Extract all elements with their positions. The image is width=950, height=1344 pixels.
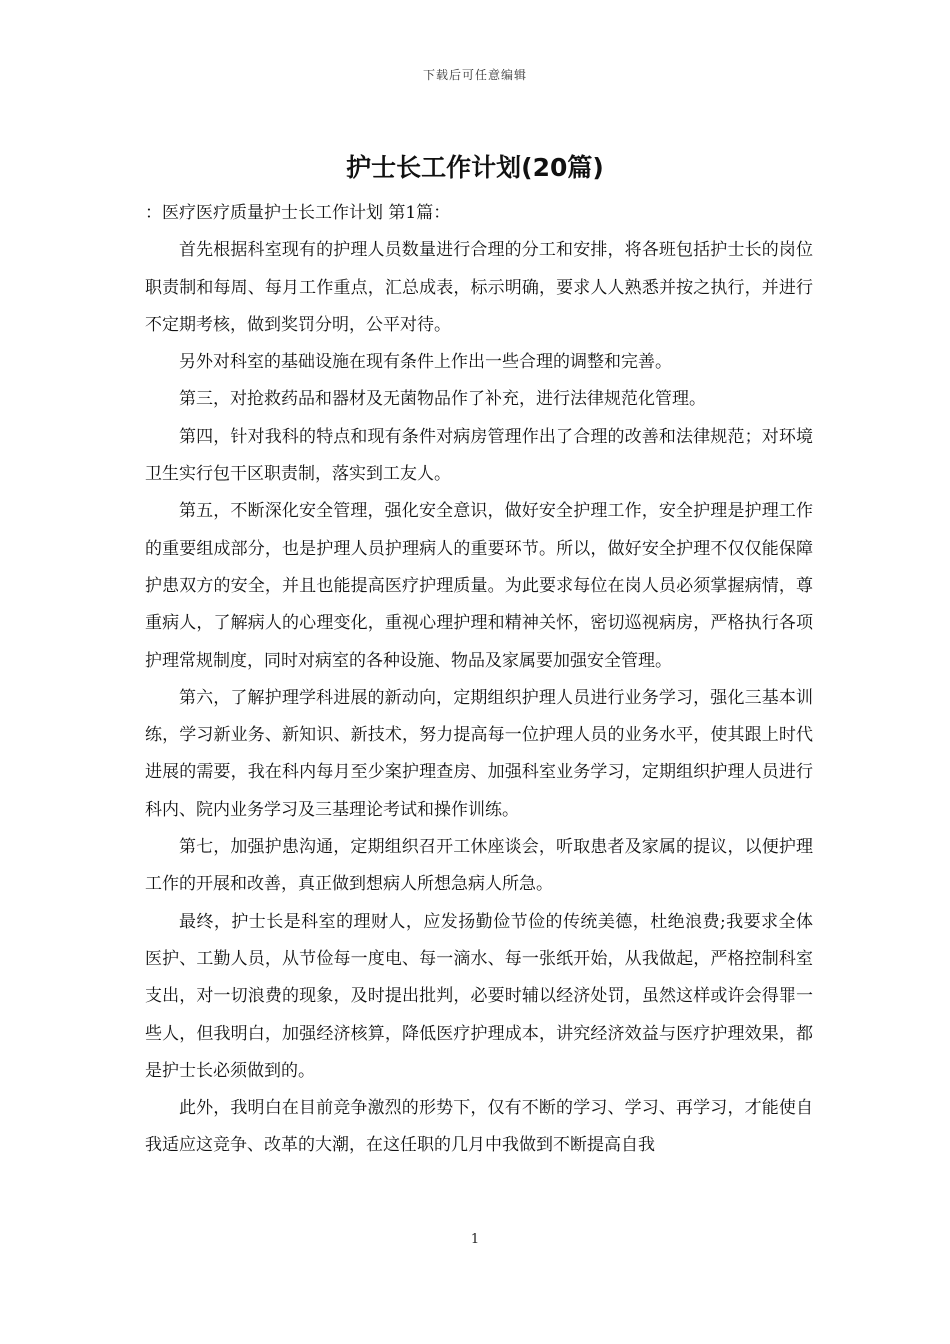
page-number: 1 <box>470 1232 480 1247</box>
document-title: 护士长工作计划(20篇) <box>346 153 604 182</box>
paragraph: 首先根据科室现有的护理人员数量进行合理的分工和安排，将各班包括护士长的岗位职责制和每周、每月工作重点，汇总成表，标示明确，要求人人熟悉并按之执行，并进行不定期考核，做到奖罚分明，公平对待。 <box>145 240 813 335</box>
paragraph: 最终，护士长是科室的理财人，应发扬勤俭节俭的传统美德，杜绝浪费;我要求全体医护、工勤人员，从节俭每一度电、每一滴水、每一张纸开始，从我做起，严格控制科室支出，对一切浪费的现象，及时提出批判，必要时辅以经济处罚，虽然这样或许会得罪一些人，但我明白，加强经济核算，降低医疗护理成本，讲究经济效益与医疗护理效果，都是护士长必须做到的。 <box>145 911 813 1081</box>
paragraph: 第七，加强护患沟通，定期组织召开工休座谈会，听取患者及家属的提议，以便护理工作的开展和改善，真正做到想病人所想急病人所急。 <box>145 837 813 895</box>
paragraph: 第四，针对我科的特点和现有条件对病房管理作出了合理的改善和法律规范；对环境卫生实行包干区职责制，落实到工友人。 <box>145 426 813 485</box>
section-subtitle: ：医疗医疗质量护士长工作计划 第1篇： <box>145 203 451 223</box>
header-note: 下载后可任意编辑 <box>422 68 527 82</box>
paragraph: 第三，对抢救药品和器材及无菌物品作了补充，进行法律规范化管理。 <box>179 389 706 410</box>
paragraph: 此外，我明白在目前竞争激烈的形势下，仅有不断的学习、学习、再学习，才能使自我适应这竞争、改革的大潮，在这任职的几月中我做到不断提高自我 <box>145 1098 813 1156</box>
paragraph: 第六，了解护理学科进展的新动向，定期组织护理人员进行业务学习，强化三基本训练，学习新业务、新知识、新技术，努力提高每一位护理人员的业务水平，使其跟上时代进展的需要，我在科内每月至少案护理查房、加强科室业务学习，定期组织护理人员进行科内、院内业务学习及三基理论考试和操作训练。 <box>145 687 813 820</box>
paragraph: 第五，不断深化安全管理，强化安全意识，做好安全护理工作，安全护理是护理工作的重要组成部分，也是护理人员护理病人的重要环节。所以，做好安全护理不仅仅能保障护患双方的安全，并且也能提高医疗护理质量。为此要求每位在岗人员必须掌握病情，尊重病人，了解病人的心理变化，重视心理护理和精神关怀，密切巡视病房，严格执行各项护理常规制度，同时对病室的各种设施、物品及家属要加强安全管理。 <box>145 501 813 671</box>
paragraph: 另外对科室的基础设施在现有条件上作出一些合理的调整和完善。 <box>179 352 672 373</box>
document-body <box>145 195 813 1165</box>
